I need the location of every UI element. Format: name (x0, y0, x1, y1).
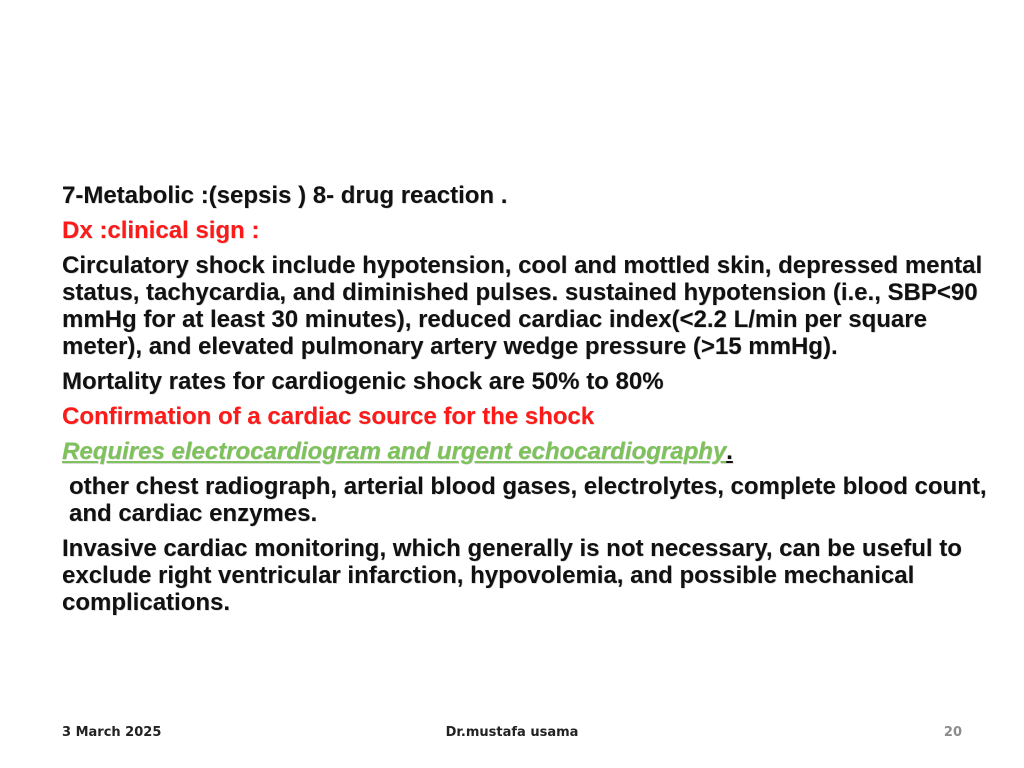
footer-author: Dr.mustafa usama (445, 725, 579, 740)
footer-date: 3 March 2025 (62, 725, 162, 740)
confirmation-heading: Confirmation of a cardiac source for the shock (62, 403, 595, 430)
metabolic-line: 7-Metabolic :(sepsis ) 8- drug reaction . (62, 182, 508, 209)
other-tests-paragraph: other chest radiograph, arterial blood gases, electrolytes, complete blood count, and cardiac enzymes. (69, 473, 987, 527)
mortality-line: Mortality rates for cardiogenic shock are 50% to 80% (62, 368, 664, 395)
slide-number: 20 (943, 725, 962, 740)
requires-period: . (726, 438, 733, 465)
dx-heading: Dx :clinical sign : (62, 217, 260, 244)
requires-link-text: Requires electrocardiogram and urgent echocardiography (62, 438, 727, 465)
requires-line (62, 438, 992, 465)
circulatory-shock-paragraph: Circulatory shock include hypotension, cool and mottled skin, depressed mental status, tachycardia, and diminished pulses. sustained hypotension (i.e., SBP<90 mmHg for at least 30 minutes), reduced cardiac index(<2.2 L/min per square meter), and elevated pulmonary artery wedge pressure (>15 mmHg). (62, 252, 983, 360)
invasive-monitoring-paragraph: Invasive cardiac monitoring, which generally is not necessary, can be useful to exclude right ventricular infarction, hypovolemia, and possible mechanical complications. (62, 535, 962, 616)
slide-body (62, 182, 992, 624)
